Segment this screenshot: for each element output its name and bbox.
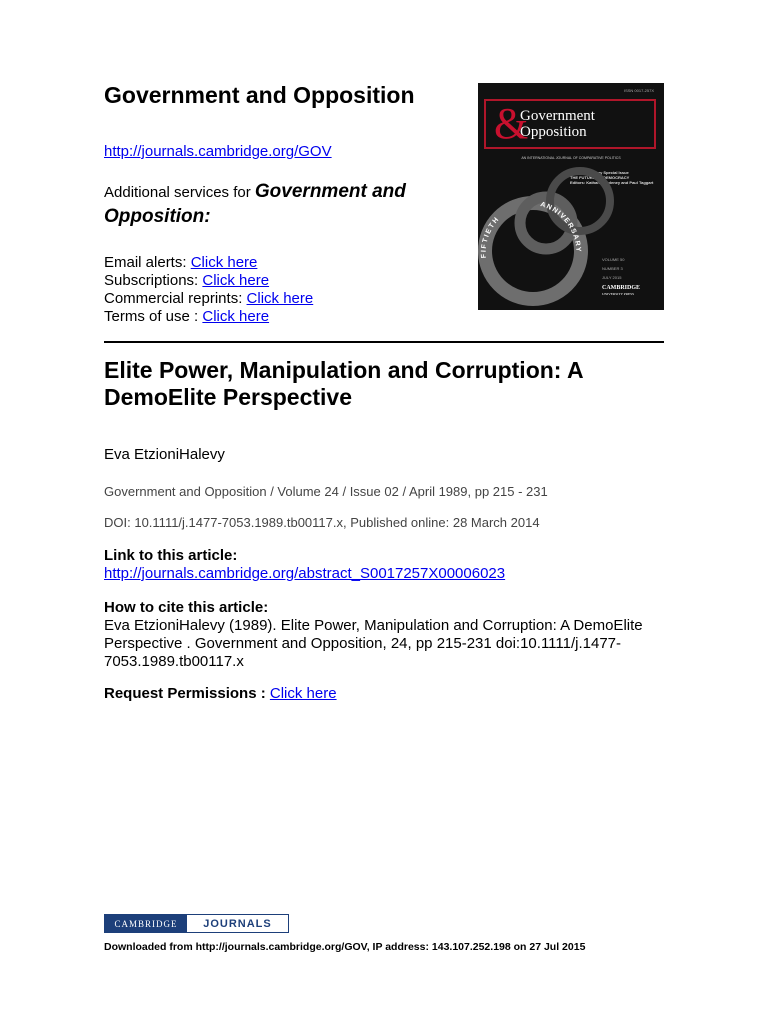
service-label: Email alerts: xyxy=(104,254,191,271)
additional-services-heading xyxy=(104,180,449,230)
how-to-cite xyxy=(104,599,674,671)
article-author: Eva EtzioniHalevy xyxy=(104,446,225,463)
logo-journals: JOURNALS xyxy=(187,915,288,932)
email-alerts-link[interactable]: Click here xyxy=(190,254,258,271)
cover-press-sub: UNIVERSITY PRESS xyxy=(602,292,635,296)
request-permissions-link[interactable]: Click here xyxy=(269,685,337,702)
cover-volume: VOLUME 50 xyxy=(602,257,625,262)
link-to-article xyxy=(104,547,584,583)
article-url-link[interactable]: http://journals.cambridge.org/abstract_S0017257X00006023 xyxy=(104,565,506,582)
service-terms-of-use xyxy=(104,308,313,326)
additional-services-prefix: Additional services for xyxy=(104,184,255,201)
cover-title-line2: Opposition xyxy=(520,124,587,140)
cover-date: JULY 2015 xyxy=(602,275,622,280)
service-email-alerts xyxy=(104,254,313,272)
cover-title-line1: Government xyxy=(520,108,595,124)
cambridge-journals-logo xyxy=(104,914,289,933)
cover-press-name: CAMBRIDGE xyxy=(602,285,641,291)
download-notice: Downloaded from http://journals.cambridge.org/GOV, IP address: 143.107.252.198 on 27 Jul 2015 xyxy=(104,941,586,953)
service-label: Commercial reprints: xyxy=(104,290,247,307)
article-title: Elite Power, Manipulation and Corruption: A DemoElite Perspective xyxy=(104,357,583,410)
service-subscriptions xyxy=(104,272,313,290)
service-label: Subscriptions: xyxy=(104,272,203,289)
ring-word-1: FIFTIETH xyxy=(480,215,502,259)
ring-word-2: ANNIVERSARY xyxy=(539,201,582,254)
cover-publisher xyxy=(602,285,640,297)
article-citation-line: Government and Opposition / Volume 24 / Issue 02 / April 1989, pp 215 - 231 xyxy=(104,484,548,499)
services-list xyxy=(104,254,313,326)
anniversary-rings-graphic xyxy=(478,83,664,310)
journal-url-link[interactable]: http://journals.cambridge.org/GOV xyxy=(104,143,332,160)
cover-ampersand: & xyxy=(494,99,529,148)
commercial-reprints-link[interactable]: Click here xyxy=(246,290,314,307)
journal-title: Government and Opposition xyxy=(104,82,415,108)
logo-cambridge: CAMBRIDGE xyxy=(105,915,187,932)
cover-special-line2: THE FUTURE OF DEMOCRACY xyxy=(570,175,630,180)
cover-issn: ISSN 0017-257X xyxy=(623,88,654,93)
request-permissions-label: Request Permissions : xyxy=(104,685,270,702)
cover-subtitle: AN INTERNATIONAL JOURNAL OF COMPARATIVE POLITICS xyxy=(521,156,621,160)
service-commercial-reprints xyxy=(104,290,313,308)
section-divider xyxy=(104,341,664,343)
request-permissions xyxy=(104,685,337,703)
subscriptions-link[interactable]: Click here xyxy=(202,272,270,289)
how-to-cite-label: How to cite this article: xyxy=(104,599,269,616)
journal-cover-image xyxy=(478,83,664,310)
service-label: Terms of use : xyxy=(104,308,203,325)
additional-services-journal-name: Government and Opposition: xyxy=(104,181,406,227)
article-doi-line: DOI: 10.1111/j.1477-7053.1989.tb00117.x, Published online: 28 March 2014 xyxy=(104,515,540,530)
link-to-article-label: Link to this article: xyxy=(104,547,238,564)
cover-volume-info xyxy=(602,255,624,282)
cover-number: NUMBER 3 xyxy=(602,266,623,271)
how-to-cite-text: Eva EtzioniHalevy (1989). Elite Power, Manipulation and Corruption: A DemoElite Perspective . Government and Opposition, 24, pp 215-231 doi:10.1111/j.1477-7053.1989.tb00117.x xyxy=(104,617,643,670)
terms-of-use-link[interactable]: Click here xyxy=(202,308,270,325)
cover-special-line1: 50th Anniversary Special Issue xyxy=(570,170,629,175)
cover-special-line3: Editors: Katharine Adeney and Paul Taggart xyxy=(570,180,654,185)
